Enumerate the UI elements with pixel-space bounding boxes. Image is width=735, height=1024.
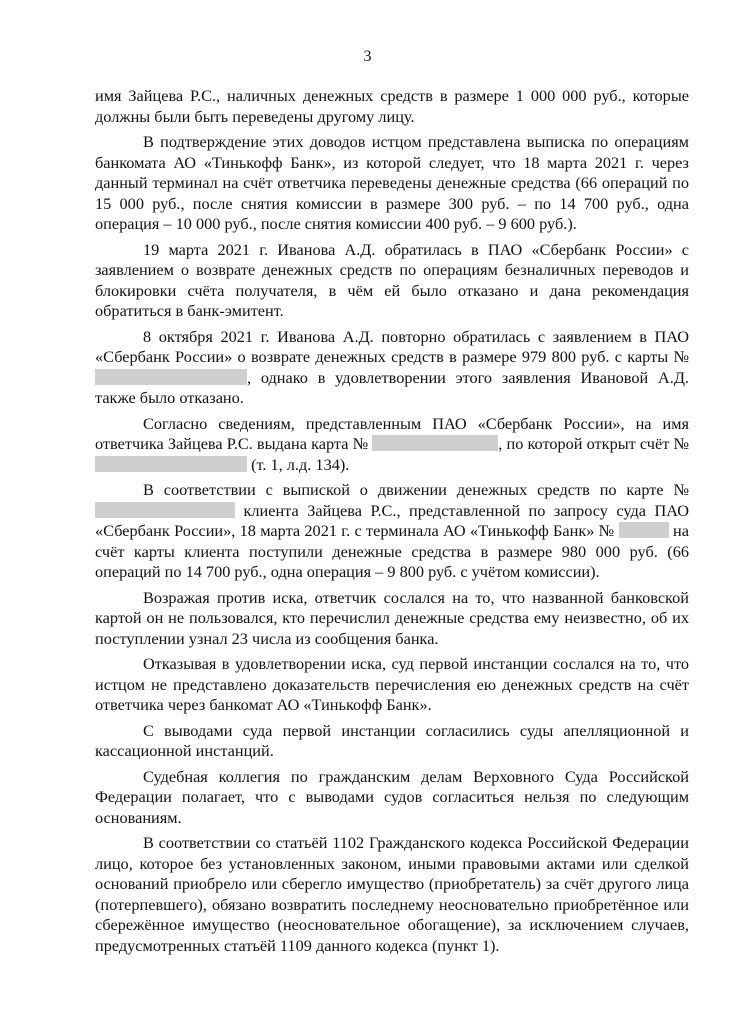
paragraph: Возражая против иска, ответчик сослался на то, что названной банковской картой он не пользовался, кто перечислил денежные средства ему неизвестно, об их поступлении узнал 23 числа из сообщения банка. [95, 587, 689, 648]
page-number: 3 [363, 48, 372, 65]
paragraph: В подтверждение этих доводов истцом представлена выписка по операциям банкомата АО «Тинькофф Банк», из которой следует, что 18 марта 2021 г. через данный терминал на счёт ответчика переведены денежные средства (66 операций по 15 000 руб., после снятия комиссии в размере 300 руб. – по 14 700 руб., одна операция – 10 000 руб., после снятия комиссии 400 руб. – 9 600 руб.). [95, 132, 689, 233]
paragraph-text: , по которой открыт счёт № [498, 434, 689, 453]
redacted-account-number [95, 456, 247, 472]
redacted-card-number [95, 502, 235, 518]
paragraph: 19 марта 2021 г. Иванова А.Д. обратилась в ПАО «Сбербанк России» с заявлением о возврате денежных средств по операциям безналичных переводов и блокировки счёта получателя, в чём ей было отказано и дана рекомендация обратиться в банк-эмитент. [95, 239, 689, 320]
redacted-card-number [95, 369, 247, 385]
paragraph-text: Согласно сведениям, представленным ПАО «Сбербанк России», на имя ответчика Зайцева Р.С. выдана карта № [95, 413, 689, 453]
paragraph: В соответствии со статьёй 1102 Гражданского кодекса Российской Федерации лицо, которое без установленных законом, иными правовыми актами или сделкой оснований приобрело или сберегло имущество (приобретатель) за счёт другого лица (потерпевшего), обязано возвратить последнему неосновательно приобретённое или сбережённое имущество (неосновательное обогащение), за исключением случаев, предусмотренных статьёй 1109 данного кодекса (пункт 1). [95, 833, 689, 955]
paragraph: Отказывая в удовлетворении иска, суд первой инстанции сослался на то, что истцом не представлено доказательств перечисления ею денежных средств на счёт ответчика через банкомат АО «Тинькофф Банк». [95, 654, 689, 714]
paragraph-text: на счёт карты клиента поступили денежные средства в размере 980 000 руб. (66 операций по 14 700 руб., одна операция – 9 800 руб. с учётом комиссии). [95, 521, 689, 581]
redacted-terminal-number [619, 522, 669, 538]
document-body [95, 86, 689, 961]
paragraph [95, 327, 689, 409]
paragraph-text: , однако в удовлетворении этого заявления Ивановой А.Д. также было отказано. [95, 367, 689, 407]
paragraph-text: В соответствии с выпиской о движении денежных средств по карте № [143, 480, 689, 499]
paragraph: С выводами суда первой инстанции согласились суды апелляционной и кассационной инстанций. [95, 720, 689, 760]
paragraph: Судебная коллегия по гражданским делам Верховного Суда Российской Федерации полагает, что с выводами судов согласиться нельзя по следующим основаниям. [95, 766, 689, 827]
paragraph [95, 414, 689, 476]
redacted-card-number [372, 435, 498, 451]
paragraph: имя Зайцева Р.С., наличных денежных средств в размере 1 000 000 руб., которые должны были быть переведены другому лицу. [95, 86, 689, 126]
paragraph [95, 480, 689, 583]
paragraph-text: 8 октября 2021 г. Иванова А.Д. повторно обратилась с заявлением в ПАО «Сбербанк России» о возврате денежных средств в размере 979 800 руб. с карты № [95, 326, 689, 366]
paragraph-text: (т. 1, л.д. 134). [251, 454, 350, 474]
paragraph-text: клиента Зайцева Р.С., представленной по запросу суда ПАО «Сбербанк России», 18 марта 2021 г. с терминала АО «Тинькофф Банк» № [95, 500, 689, 540]
